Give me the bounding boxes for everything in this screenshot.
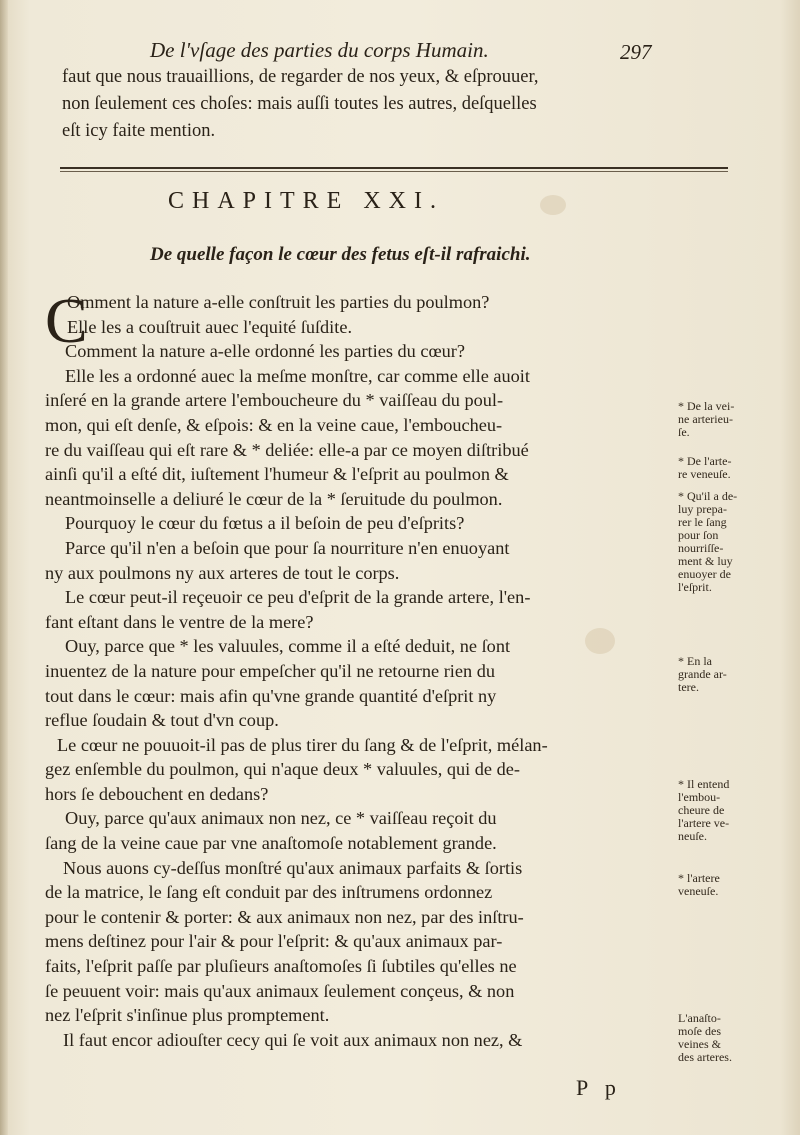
chapter-title: De quelle façon le cœur des fetus eſt-il rafraichi. bbox=[150, 244, 531, 265]
text-line: Le cœur ne pouuoit-il pas de plus tirer du ſang & de l'eſprit, mélan- bbox=[57, 734, 548, 755]
margin-note-line: * En la bbox=[678, 654, 712, 668]
chapter-heading: CHAPITRE XXI. bbox=[168, 188, 444, 214]
paper-stain bbox=[540, 195, 566, 215]
margin-note-line: * l'artere bbox=[678, 871, 720, 885]
text-line: ſe peuuent voir: mais qu'aux animaux ſeulement conçeus, & non bbox=[45, 980, 515, 1001]
margin-note-line: ne arterieu- bbox=[678, 412, 733, 426]
margin-note-line: pour ſon bbox=[678, 528, 719, 542]
text-line: eſt icy faite mention. bbox=[62, 121, 216, 141]
margin-note bbox=[678, 490, 737, 594]
intro-paragraph bbox=[62, 64, 672, 145]
margin-note-line: * Il entend bbox=[678, 777, 730, 791]
margin-note-line: * De la vei- bbox=[678, 399, 735, 413]
margin-note-line: luy prepa- bbox=[678, 502, 727, 516]
margin-note-line: veneuſe. bbox=[678, 884, 719, 898]
margin-note-line: l'eſprit. bbox=[678, 580, 712, 594]
text-line: Comment la nature a-elle ordonné les parties du cœur? bbox=[65, 341, 466, 362]
margin-note bbox=[678, 778, 729, 843]
margin-note-line: ment & luy bbox=[678, 554, 733, 568]
margin-note-line: neuſe. bbox=[678, 829, 707, 843]
margin-note-line: nourriſſe- bbox=[678, 541, 724, 555]
text-line: ny aux poulmons ny aux arteres de tout le corps. bbox=[45, 562, 400, 583]
text-line: Omment la nature a-elle conſtruit les parties du poulmon? bbox=[67, 292, 490, 312]
text-line: Ouy, parce que * les valuules, comme il a eſté deduit, ne ſont bbox=[65, 636, 511, 657]
margin-note-line: l'embou- bbox=[678, 790, 721, 804]
text-line: neantmoinselle a deliuré le cœur de la * ſeruitude du poulmon. bbox=[45, 488, 503, 509]
margin-note bbox=[678, 400, 734, 439]
text-line: ainſi qu'il a eſté dit, iuſtement l'humeur & l'eſprit au poulmon & bbox=[45, 464, 509, 485]
text-line: mon, qui eſt denſe, & eſpois: & en la veine caue, l'emboucheu- bbox=[45, 414, 503, 435]
margin-note bbox=[678, 1012, 732, 1064]
text-line: mens deſtinez pour l'air & pour l'eſprit: & qu'aux animaux par- bbox=[45, 931, 503, 952]
chapter-body bbox=[45, 285, 677, 1052]
text-line: tout dans le cœur: mais afin qu'vne grande quantité d'eſprit ny bbox=[45, 685, 497, 706]
text-line: faut que nous trauaillions, de regarder de nos yeux, & eſprouuer, bbox=[62, 67, 539, 87]
margin-note-line: moſe des bbox=[678, 1024, 721, 1038]
margin-note-line: veines & bbox=[678, 1037, 721, 1051]
margin-note bbox=[678, 872, 720, 898]
margin-note-line: cheure de bbox=[678, 803, 725, 817]
text-line: pour le contenir & porter: & aux animaux non nez, par des inſtru- bbox=[45, 906, 524, 927]
text-line: Elle les a couſtruit auec l'equité ſuſdite. bbox=[67, 316, 353, 337]
text-line: fant eſtant dans le ventre de la mere? bbox=[45, 611, 314, 632]
section-rule bbox=[60, 171, 728, 172]
text-line: re du vaiſſeau qui eſt rare & * deliée: elle-a par ce moyen diſtribué bbox=[45, 439, 529, 460]
text-line: reflue ſoudain & tout d'vn coup. bbox=[45, 710, 279, 731]
margin-note-line: enuoyer de bbox=[678, 567, 731, 581]
text-line: Il faut encor adiouſter cecy qui ſe voit aux animaux non nez, & bbox=[63, 1029, 523, 1050]
text-line: Nous auons cy-deſſus monſtré qu'aux animaux parfaits & ſortis bbox=[63, 857, 523, 878]
text-line: inuentez de la nature pour empeſcher qu'il ne retourne rien du bbox=[45, 660, 495, 681]
text-line: Elle les a ordonné auec la meſme monſtre, car comme elle auoit bbox=[65, 365, 530, 386]
text-line: de la matrice, le ſang eſt conduit par des inſtrumens ordonnez bbox=[45, 882, 493, 903]
section-rule bbox=[60, 167, 728, 169]
margin-note-line: tere. bbox=[678, 680, 699, 694]
text-line: nez l'eſprit s'inſinue plus promptement. bbox=[45, 1005, 330, 1026]
running-title: De l'vſage des parties du corps Humain. bbox=[150, 38, 489, 62]
page-binding-edge bbox=[0, 0, 8, 1135]
margin-note bbox=[678, 655, 727, 694]
margin-note-line: des arteres. bbox=[678, 1050, 732, 1064]
margin-note-line: L'anaſto- bbox=[678, 1011, 721, 1025]
margin-note-line: * De l'arte- bbox=[678, 454, 732, 468]
margin-note bbox=[678, 455, 731, 481]
text-line: Parce qu'il n'en a beſoin que pour ſa nourriture n'en enuoyant bbox=[65, 537, 510, 558]
margin-note-line: re veneuſe. bbox=[678, 467, 731, 481]
page-number: 297 bbox=[620, 40, 652, 64]
text-line: gez enſemble du poulmon, qui n'aque deux * valuules, qui de de- bbox=[45, 759, 520, 780]
text-line: Pourquoy le cœur du fœtus a il beſoin de peu d'eſprits? bbox=[65, 513, 465, 534]
margin-note-line: * Qu'il a de- bbox=[678, 489, 738, 503]
text-line: ſang de la veine caue par vne anaſtomoſe notablement grande. bbox=[45, 833, 497, 854]
margin-note-line: rer le ſang bbox=[678, 515, 727, 529]
signature-mark: P p bbox=[576, 1075, 622, 1100]
text-line: non ſeulement ces choſes: mais auſſi toutes les autres, deſquelles bbox=[62, 94, 537, 114]
margin-note-line: grande ar- bbox=[678, 667, 727, 681]
text-line: inſeré en la grande artere l'emboucheure du * vaiſſeau du poul- bbox=[45, 390, 504, 411]
text-line: hors ſe debouchent en dedans? bbox=[45, 783, 269, 804]
margin-note-line: ſe. bbox=[678, 425, 690, 439]
text-line: faits, l'eſprit paſſe par pluſieurs anaſtomoſes ſi ſubtiles qu'elles ne bbox=[45, 956, 517, 977]
text-line: Le cœur peut-il reçeuoir ce peu d'eſprit de la grande artere, l'en- bbox=[65, 587, 531, 608]
margin-note-line: l'artere ve- bbox=[678, 816, 730, 830]
drop-cap: C bbox=[45, 285, 88, 356]
text-line: Ouy, parce qu'aux animaux non nez, ce * vaiſſeau reçoit du bbox=[65, 808, 497, 829]
